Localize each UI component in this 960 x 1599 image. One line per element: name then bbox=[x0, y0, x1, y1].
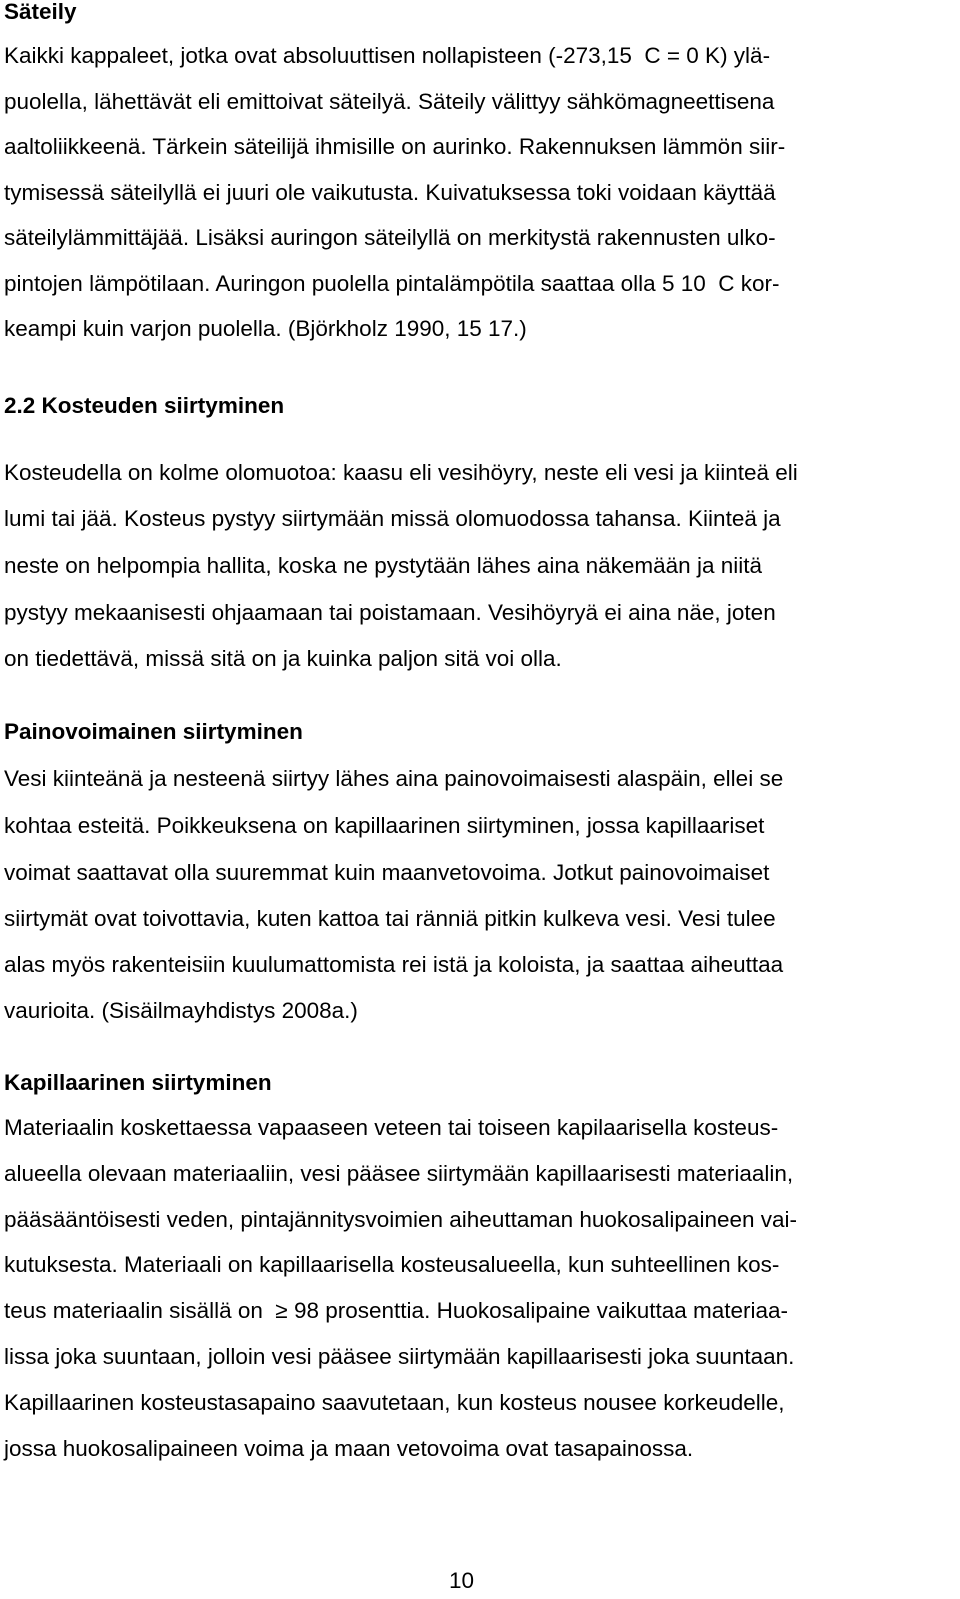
paragraph-line: puolella, lähettävät eli emittoivat säteilyä. Säteily välittyy sähkömagneettisena bbox=[4, 89, 775, 114]
heading-sateily: Säteily bbox=[4, 0, 77, 24]
paragraph-line: alas myös rakenteisiin kuulumattomista rei istä ja koloista, ja saattaa aiheuttaa bbox=[4, 952, 784, 977]
paragraph-line: siirtymät ovat toivottavia, kuten kattoa tai ränniä pitkin kulkeva vesi. Vesi tulee bbox=[4, 906, 776, 931]
paragraph-line: kutuksesta. Materiaali on kapillaarisella kosteusalueella, kun suhteellinen kos- bbox=[4, 1252, 780, 1277]
paragraph-line: Kapillaarinen kosteustasapaino saavutetaan, kun kosteus nousee korkeudelle, bbox=[4, 1390, 785, 1415]
heading-kapillaarinen-siirtyminen: Kapillaarinen siirtyminen bbox=[4, 1070, 272, 1095]
paragraph-line: teus materiaalin sisällä on ≥ 98 prosenttia. Huokosalipaine vaikuttaa materiaa- bbox=[4, 1298, 789, 1323]
paragraph-line: Kaikki kappaleet, jotka ovat absoluuttisen nollapisteen (-273,15 C = 0 K) ylä- bbox=[4, 43, 771, 68]
paragraph-line: on tiedettävä, missä sitä on ja kuinka paljon sitä voi olla. bbox=[4, 646, 562, 671]
paragraph-line: kohtaa esteitä. Poikkeuksena on kapillaarinen siirtyminen, jossa kapillaariset bbox=[4, 813, 765, 838]
paragraph-line: pääsääntöisesti veden, pintajännitysvoimien aiheuttaman huokosalipaineen vai- bbox=[4, 1207, 798, 1232]
paragraph-line: alueella olevaan materiaaliin, vesi pääsee siirtymään kapillaarisesti materiaalin, bbox=[4, 1161, 794, 1186]
page-number: 10 bbox=[449, 1568, 475, 1593]
heading-kosteuden-siirtyminen: 2.2 Kosteuden siirtyminen bbox=[4, 393, 285, 418]
paragraph-line: Vesi kiinteänä ja nesteenä siirtyy lähes aina painovoimaisesti alaspäin, ellei se bbox=[4, 766, 784, 791]
paragraph-line: voimat saattavat olla suuremmat kuin maanvetovoima. Jotkut painovoimaiset bbox=[4, 860, 770, 885]
paragraph-line: vaurioita. (Sisäilmayhdistys 2008a.) bbox=[4, 998, 358, 1023]
paragraph-line: neste on helpompia hallita, koska ne pystytään lähes aina näkemään ja niitä bbox=[4, 553, 762, 578]
paragraph-line: Kosteudella on kolme olomuotoa: kaasu eli vesihöyry, neste eli vesi ja kiinteä eli bbox=[4, 460, 798, 485]
heading-painovoimainen-siirtyminen: Painovoimainen siirtyminen bbox=[4, 719, 303, 744]
paragraph-line: pintojen lämpötilaan. Auringon puolella pintalämpötila saattaa olla 5 10 C kor- bbox=[4, 271, 780, 296]
paragraph-line: säteilylämmittäjää. Lisäksi auringon säteilyllä on merkitystä rakennusten ulko- bbox=[4, 225, 776, 250]
paragraph-line: keampi kuin varjon puolella. (Björkholz 1990, 15 17.) bbox=[4, 316, 527, 341]
paragraph-line: pystyy mekaanisesti ohjaamaan tai poistamaan. Vesihöyryä ei aina näe, joten bbox=[4, 600, 776, 625]
paragraph-line: aaltoliikkeenä. Tärkein säteilijä ihmisille on aurinko. Rakennuksen lämmön siir- bbox=[4, 134, 786, 159]
paragraph-line: tymisessä säteilyllä ei juuri ole vaikutusta. Kuivatuksessa toki voidaan käyttää bbox=[4, 180, 776, 205]
paragraph-line: jossa huokosalipaineen voima ja maan vetovoima ovat tasapainossa. bbox=[4, 1436, 694, 1461]
paragraph-line: Materiaalin koskettaessa vapaaseen veteen tai toiseen kapilaarisella kosteus- bbox=[4, 1115, 779, 1140]
paragraph-line: lissa joka suuntaan, jolloin vesi pääsee siirtymään kapillaarisesti joka suuntaan. bbox=[4, 1344, 795, 1369]
paragraph-line: lumi tai jää. Kosteus pystyy siirtymään missä olomuodossa tahansa. Kiinteä ja bbox=[4, 506, 781, 531]
